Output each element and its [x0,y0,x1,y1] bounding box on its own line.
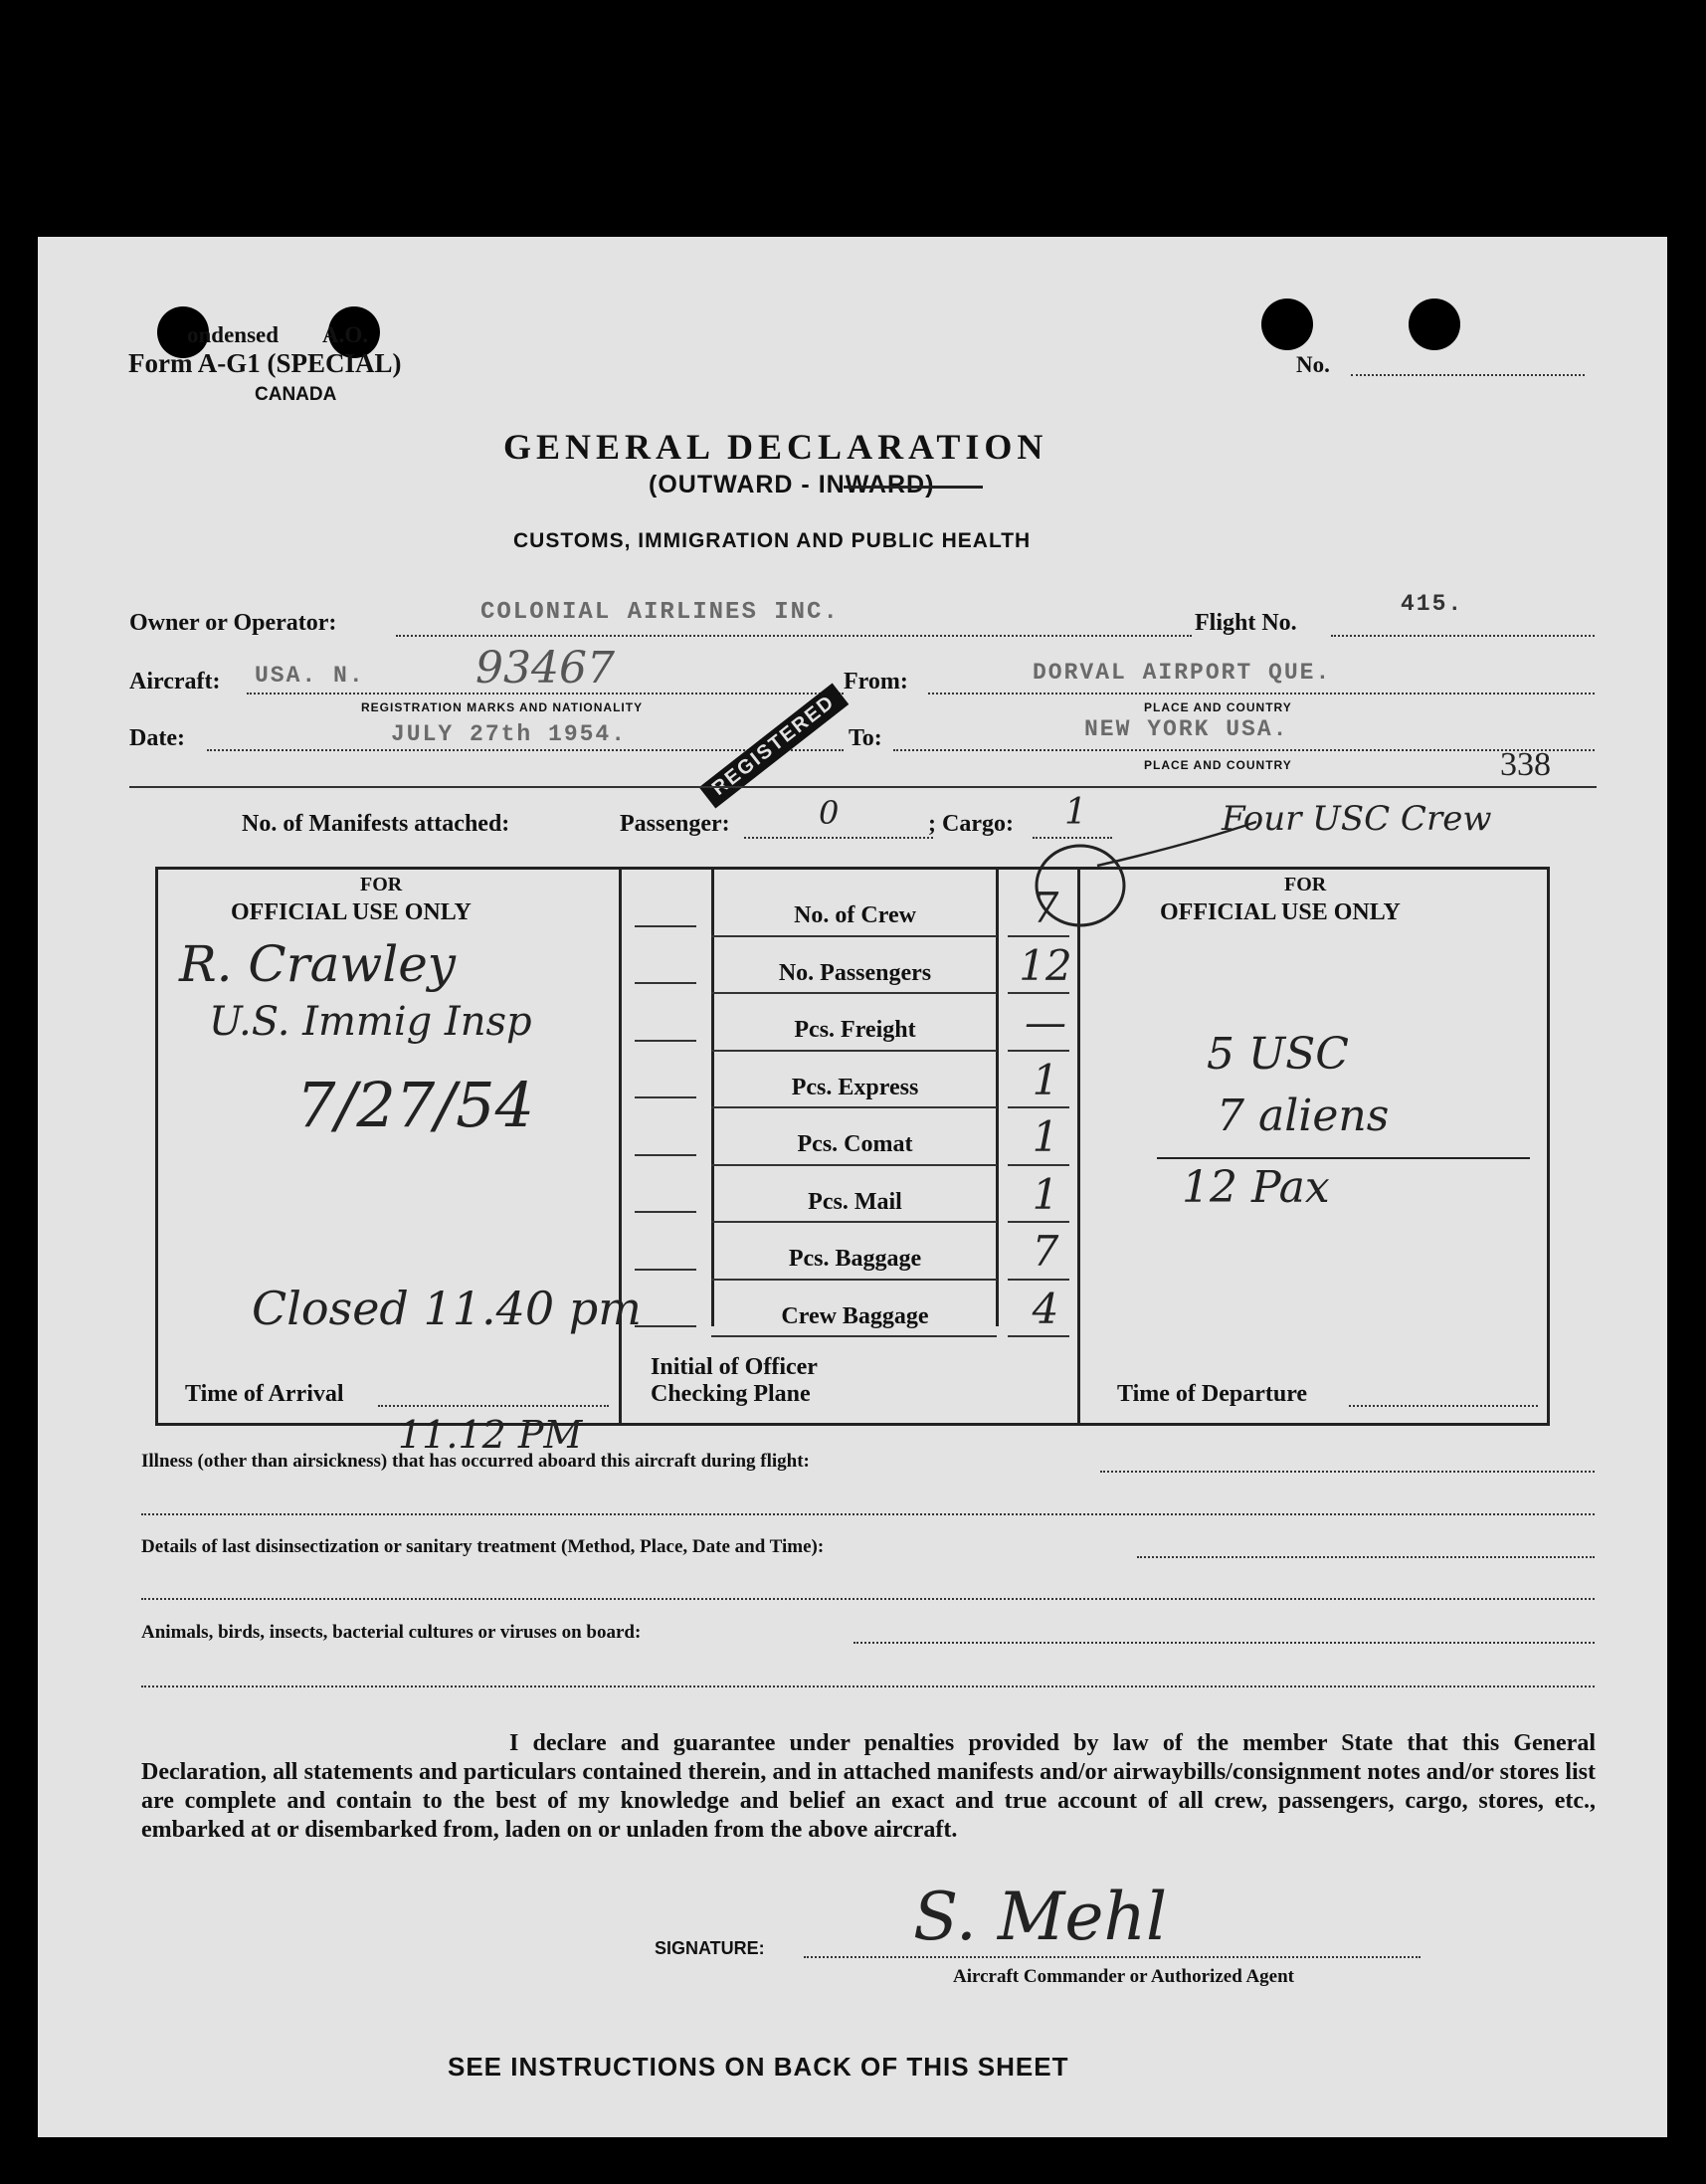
row-line [711,1050,997,1052]
row-label: Pcs. Baggage [788,1246,922,1272]
header-divider [129,786,1597,788]
owner-value[interactable]: COLONIAL AIRLINES INC. [480,599,840,626]
right-for-label: FOR [1284,874,1327,895]
row-initial-line [635,1040,696,1042]
animals-line-2[interactable] [141,1686,1595,1688]
row-initial-line [635,925,696,927]
to-place-caption: PLACE AND COUNTRY [1144,758,1292,772]
aircraft-handwritten: 93467 [475,643,615,694]
row-initial-line [635,982,696,984]
form-subtitle2: CUSTOMS, IMMIGRATION AND PUBLIC HEALTH [513,529,1032,552]
manifests-label: No. of Manifests attached: [242,811,510,837]
owner-label: Owner or Operator: [129,610,337,636]
row-label: Pcs. Express [791,1074,919,1100]
officer-signature-title: U.S. Immig Insp [209,999,532,1045]
time-departure-line [1349,1405,1538,1407]
right-official-label: OFFICIAL USE ONLY [1160,899,1401,925]
form-header-line1: ondensed A.O. [187,322,369,347]
table-divider [1077,867,1080,1423]
manifests-passenger-line [744,837,933,839]
from-place-caption: PLACE AND COUNTRY [1144,700,1292,714]
punch-hole [1409,298,1460,350]
row-line [711,935,997,937]
form-country: CANADA [255,384,337,405]
time-departure-label: Time of Departure [1117,1381,1308,1407]
row-line [711,992,997,994]
to-line [893,749,1595,751]
time-arrival-line [378,1405,609,1407]
tally-usc: 5 USC [1207,1029,1349,1080]
left-for-label: FOR [360,874,403,895]
manifests-passenger-label: Passenger: [620,811,730,837]
row-value-line [1008,935,1069,937]
initial-officer-label-2: Checking Plane [651,1381,811,1407]
row-line [711,1164,997,1166]
signature-caption: Aircraft Commander or Authorized Agent [953,1966,1295,1987]
punch-hole [1261,298,1313,350]
row-value-line [1008,1050,1069,1052]
manifests-cargo-label: ; Cargo: [928,811,1014,837]
form-number-line [1351,374,1585,376]
row-value-line [1008,1279,1069,1281]
row-label: No. Passengers [778,959,932,986]
row-line [711,1106,997,1108]
footer-instructions: SEE INSTRUCTIONS ON BACK OF THIS SHEET [448,2052,1069,2082]
table-divider [619,867,622,1423]
signature-line[interactable] [804,1956,1421,1958]
signature-label: SIGNATURE: [655,1938,765,1958]
form-subtitle: (OUTWARD - INWARD) [649,471,935,498]
from-line [928,693,1595,695]
animals-line[interactable] [853,1642,1595,1644]
row-value-line [1008,1335,1069,1337]
officer-signature-name: R. Crawley [179,935,457,993]
row-initial-line [635,1211,696,1213]
aircraft-label: Aircraft: [129,669,221,695]
form-number-label: No. [1296,352,1330,377]
row-value-line [1008,992,1069,994]
declaration-text: I declare and guarantee under penalties provided by law of the member State that this General Declaration, all statements and particulars contained therein, and in attached manifests and/or airwaybills/consignment notes and/or stores list are complete and contain to the best of my knowledge and belief an exact and true account of all crew, passengers, cargo, stores, etc., embarked at or disembarked from, laden on or unladen from the above aircraft. [141,1730,1596,1843]
row-value-line [1008,1106,1069,1108]
row-initial-line [635,1325,696,1327]
row-initial-line [635,1096,696,1098]
crew-circle [1028,834,1137,933]
tally-rule [1157,1157,1530,1159]
illness-line[interactable] [1100,1471,1595,1473]
time-arrival-label: Time of Arrival [185,1381,344,1407]
row-initial-line [635,1154,696,1156]
strike-inward [844,486,983,489]
tally-aliens: 7 aliens [1217,1091,1390,1141]
row-initial-line [635,1269,696,1271]
officer-signature-date: 7/27/54 [296,1069,535,1141]
row-value[interactable]: 1 [1032,1112,1059,1161]
to-label: To: [849,725,882,751]
row-label: No. of Crew [794,902,916,928]
disinsect-line[interactable] [1137,1556,1595,1558]
illness-label: Illness (other than airsickness) that has occurred aboard this aircraft during flight: [141,1451,810,1472]
row-value[interactable]: 7 [1032,1227,1059,1276]
time-arrival-value[interactable]: 11.12 PM [398,1413,583,1457]
row-value[interactable]: 12 [1019,940,1072,990]
row-label: Crew Baggage [781,1302,929,1329]
row-label: Pcs. Mail [808,1188,902,1215]
row-line [711,1221,997,1223]
row-value[interactable]: 4 [1032,1284,1059,1333]
manifests-note: Four USC Crew [1222,799,1492,839]
date-label: Date: [129,725,185,751]
row-label: Pcs. Freight [794,1017,916,1043]
row-line [711,1279,997,1281]
initial-officer-label-1: Initial of Officer [651,1354,818,1380]
registered-stamp: REGISTERED [699,684,850,809]
owner-line [396,635,1192,637]
row-value-line [1008,1164,1069,1166]
flight-line [1331,635,1595,637]
manifests-cargo-value[interactable]: 1 [1064,792,1087,833]
row-value[interactable]: 1 [1032,1055,1059,1104]
form-code: Form A-G1 (SPECIAL) [128,348,402,378]
row-value-line [1008,1221,1069,1223]
row-label: Pcs. Comat [797,1131,913,1157]
tally-total: 12 Pax [1182,1162,1330,1213]
registration-caption: REGISTRATION MARKS AND NATIONALITY [361,700,644,714]
row-value[interactable]: 1 [1032,1169,1059,1219]
page-number: 338 [1500,746,1551,783]
illness-line-2[interactable] [141,1513,1595,1515]
disinsect-label: Details of last disinsectization or sanitary treatment (Method, Place, Date and Time): [141,1536,825,1557]
row-value[interactable]: — [1025,998,1066,1047]
from-value[interactable]: DORVAL AIRPORT QUE. [1033,660,1332,686]
row-value[interactable]: 7 [1032,884,1059,932]
form-sheet [38,237,1667,2137]
date-value[interactable]: JULY 27th 1954. [391,721,628,747]
aircraft-value[interactable]: USA. N. [255,663,365,689]
from-label: From: [844,669,908,695]
manifests-passenger-value[interactable]: 0 [819,794,840,832]
to-value[interactable]: NEW YORK USA. [1084,716,1289,742]
signature-handwritten: S. Mehl [913,1879,1168,1955]
flight-value[interactable]: 415. [1401,591,1464,617]
animals-label: Animals, birds, insects, bacterial cultures or viruses on board: [141,1622,642,1643]
disinsect-line-2[interactable] [141,1598,1595,1600]
form-title: GENERAL DECLARATION [503,427,1048,467]
row-line [711,1335,997,1337]
flight-label: Flight No. [1195,610,1297,636]
left-official-label: OFFICIAL USE ONLY [231,899,472,925]
closed-note: Closed 11.40 pm [252,1282,642,1335]
